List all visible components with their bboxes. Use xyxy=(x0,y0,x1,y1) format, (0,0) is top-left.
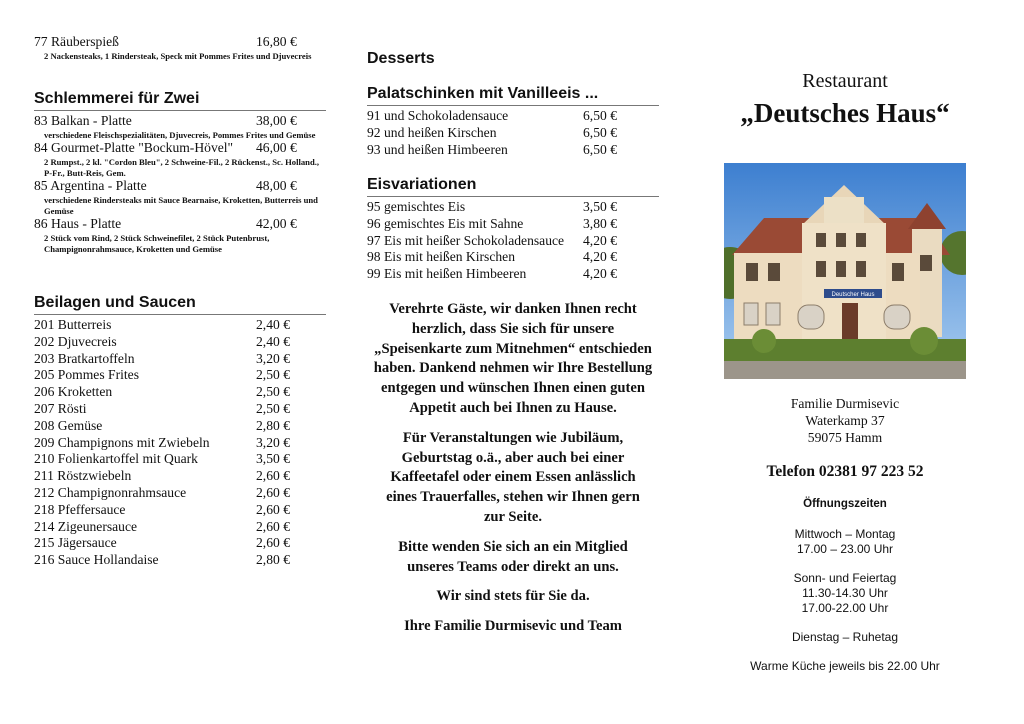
item-description: 2 Rumpst., 2 kl. "Cordon Bleu", 2 Schweine-Fil., 2 Rückenst., Sc. Holland., P-Fr., Butt-Reis, Gem. xyxy=(44,157,320,178)
item-name: 203 Bratkartoffeln xyxy=(34,350,135,366)
menu-item xyxy=(34,451,326,468)
welcome-signature: Ihre Familie Durmisevic und Team xyxy=(404,618,622,635)
hours-title: Öffnungszeiten xyxy=(803,498,887,510)
item-price: 6,50 € xyxy=(583,141,617,157)
item-price: 4,20 € xyxy=(583,249,617,265)
menu-item xyxy=(34,140,326,178)
item-name: 85 Argentina - Platte xyxy=(34,178,147,194)
item-name: 77 Räuberspieß xyxy=(34,34,119,49)
welcome-paragraph: Wir sind stets für Sie da. xyxy=(436,588,590,605)
item-name: 91 und Schokoladensauce xyxy=(367,108,509,123)
menu-item xyxy=(34,485,326,502)
item-price: 3,50 € xyxy=(583,199,617,214)
beilagen-list xyxy=(34,317,326,569)
address-family: Familie Durmisevic xyxy=(790,396,900,411)
menu-item xyxy=(367,216,659,233)
section-palatschinken xyxy=(367,84,659,158)
schlemmerei-list xyxy=(34,113,326,254)
menu-item xyxy=(34,178,326,216)
menu-item xyxy=(34,552,326,569)
welcome-paragraph: Bitte wenden Sie sich an ein Mitglied unseres Teams oder direkt an uns. xyxy=(398,538,628,575)
menu-item xyxy=(34,384,326,401)
item-name: 93 und heißen Himbeeren xyxy=(367,141,508,157)
menu-item xyxy=(34,519,326,536)
menu-item xyxy=(34,334,326,351)
welcome-paragraph: Für Veranstaltungen wie Jubiläum, Geburtstag o.ä., aber auch bei einer Kaffeetafel oder einem Essen anlässlich eines Trauerfalles, stehen wir Ihnen gern zur Seite. xyxy=(386,429,640,525)
item-name: 83 Balkan - Platte xyxy=(34,113,132,128)
menu-item xyxy=(34,435,326,452)
item-name: 218 Pfeffersauce xyxy=(34,501,126,517)
item-name: 216 Sauce Hollandaise xyxy=(34,552,159,568)
section-title: Schlemmerei für Zwei xyxy=(34,89,326,111)
item-name: 206 Kroketten xyxy=(34,384,113,400)
item-price: 4,20 € xyxy=(583,266,617,282)
address-block xyxy=(724,396,966,446)
item-price: 38,00 € xyxy=(256,113,297,128)
item-price: 6,50 € xyxy=(583,108,617,123)
item-price: 46,00 € xyxy=(256,140,297,156)
menu-item xyxy=(34,502,326,519)
item-description: 2 Nackensteaks, 1 Rindersteak, Speck mit Pommes Frites und Djuvecreis xyxy=(44,50,312,61)
item-price: 4,20 € xyxy=(583,232,617,248)
menu-item xyxy=(34,351,326,368)
item-price: 48,00 € xyxy=(256,178,297,194)
menu-item-77 xyxy=(34,34,326,61)
menu-item xyxy=(367,233,659,250)
welcome-message xyxy=(367,300,659,647)
menu-item xyxy=(34,216,326,254)
section-title: Palatschinken mit Vanilleeis ... xyxy=(367,84,659,106)
item-price: 2,60 € xyxy=(256,501,290,517)
section-schlemmerei xyxy=(34,89,326,254)
item-name: 215 Jägersauce xyxy=(34,535,117,551)
menu-item xyxy=(34,468,326,485)
item-price: 2,80 € xyxy=(256,417,290,433)
menu-item xyxy=(34,113,326,140)
item-name: 210 Folienkartoffel mit Quark xyxy=(34,451,198,467)
item-price: 2,40 € xyxy=(256,317,290,332)
menu-item xyxy=(367,199,659,216)
item-name: 86 Haus - Platte xyxy=(34,216,122,232)
hours-rest-day: Dienstag – Ruhetag xyxy=(791,630,899,644)
item-price: 3,20 € xyxy=(256,434,290,450)
item-price: 2,60 € xyxy=(256,484,290,500)
menu-item xyxy=(367,142,659,159)
item-name: 202 Djuvecreis xyxy=(34,333,117,349)
restaurant-photo xyxy=(724,163,966,379)
desserts-title: Desserts xyxy=(367,50,435,67)
menu-item xyxy=(34,367,326,384)
item-name: 208 Gemüse xyxy=(34,417,103,433)
item-description: verschiedene Rindersteaks mit Sauce Bearnaise, Kroketten, Butterreis und Gemüse xyxy=(44,195,318,216)
item-name: 95 gemischtes Eis xyxy=(367,199,466,214)
hours-holiday-days: Sonn- und Feiertag xyxy=(793,571,897,585)
section-title: Beilagen und Saucen xyxy=(34,293,326,315)
menu-item xyxy=(367,266,659,283)
menu-item xyxy=(34,418,326,435)
item-price: 2,60 € xyxy=(256,518,290,534)
address-street: Waterkamp 37 xyxy=(805,412,885,428)
welcome-paragraph: Verehrte Gäste, wir danken Ihnen recht herzlich, dass Sie sich für unsere „Speisenkarte zum Mitnehmen“ entschieden haben. Dankend nehmen wir Ihre Bestellung entgegen und wünschen Ihnen einen guten Appetit auch bei Ihnen zu Hause. xyxy=(373,301,653,416)
hours-holiday-time: 17.00-22.00 Uhr xyxy=(801,601,889,615)
item-price: 2,50 € xyxy=(256,400,290,416)
item-name: 214 Zigeunersauce xyxy=(34,518,138,534)
photo-sign-text: Deutscher Haus xyxy=(831,292,875,298)
hours-holiday-time: 11.30-14.30 Uhr xyxy=(802,586,888,600)
item-price: 2,50 € xyxy=(256,367,290,383)
section-eisvariationen xyxy=(367,175,659,283)
item-name: 99 Eis mit heißen Himbeeren xyxy=(367,266,527,282)
item-name: 211 Röstzwiebeln xyxy=(34,468,132,484)
item-price: 2,40 € xyxy=(256,333,290,349)
address-city: 59075 Hamm xyxy=(807,429,883,445)
section-title: Eisvariationen xyxy=(367,175,659,197)
item-price: 2,80 € xyxy=(256,552,290,568)
item-name: 207 Rösti xyxy=(34,400,87,416)
eis-list xyxy=(367,199,659,283)
restaurant-label: Restaurant xyxy=(802,70,888,92)
item-price: 3,50 € xyxy=(256,451,290,467)
section-beilagen xyxy=(34,293,326,569)
item-description: verschiedene Fleischspezialitäten, Djuvecreis, Pommes Frites und Gemüse xyxy=(44,129,316,140)
item-price: 3,80 € xyxy=(583,215,617,231)
item-name: 97 Eis mit heißer Schokoladensauce xyxy=(367,232,565,248)
item-price: 42,00 € xyxy=(256,216,297,232)
restaurant-name: „Deutsches Haus“ xyxy=(740,98,950,128)
item-description: 2 Stück vom Rind, 2 Stück Schweinefilet, 2 Stück Putenbrust, Champignonrahmsauce, Kroketten und Gemüse xyxy=(44,233,270,254)
item-price: 6,50 € xyxy=(583,124,617,140)
menu-item xyxy=(367,249,659,266)
hours-weekday-time: 17.00 – 23.00 Uhr xyxy=(796,542,894,556)
item-name: 209 Champignons mit Zwiebeln xyxy=(34,434,210,450)
item-name: 96 gemischtes Eis mit Sahne xyxy=(367,215,524,231)
item-name: 205 Pommes Frites xyxy=(34,367,139,383)
hours-weekday-days: Mittwoch – Montag xyxy=(794,527,896,541)
item-price: 3,20 € xyxy=(256,350,290,366)
item-name: 212 Champignonrahmsauce xyxy=(34,484,187,500)
item-price: 16,80 € xyxy=(256,34,297,49)
kitchen-hours: Warme Küche jeweils bis 22.00 Uhr xyxy=(750,659,940,673)
hours-block xyxy=(724,527,966,674)
item-price: 2,60 € xyxy=(256,535,290,551)
menu-item xyxy=(34,401,326,418)
menu-item xyxy=(367,125,659,142)
menu-item xyxy=(367,108,659,125)
item-name: 98 Eis mit heißen Kirschen xyxy=(367,249,515,265)
item-name: 201 Butterreis xyxy=(34,317,112,332)
palatschinken-list xyxy=(367,108,659,158)
menu-item xyxy=(34,317,326,334)
item-price: 2,60 € xyxy=(256,468,290,484)
item-price: 2,50 € xyxy=(256,384,290,400)
item-name: 84 Gourmet-Platte "Bockum-Hövel" xyxy=(34,140,234,156)
phone-number: Telefon 02381 97 223 52 xyxy=(766,463,924,480)
menu-item xyxy=(34,535,326,552)
item-name: 92 und heißen Kirschen xyxy=(367,124,497,140)
